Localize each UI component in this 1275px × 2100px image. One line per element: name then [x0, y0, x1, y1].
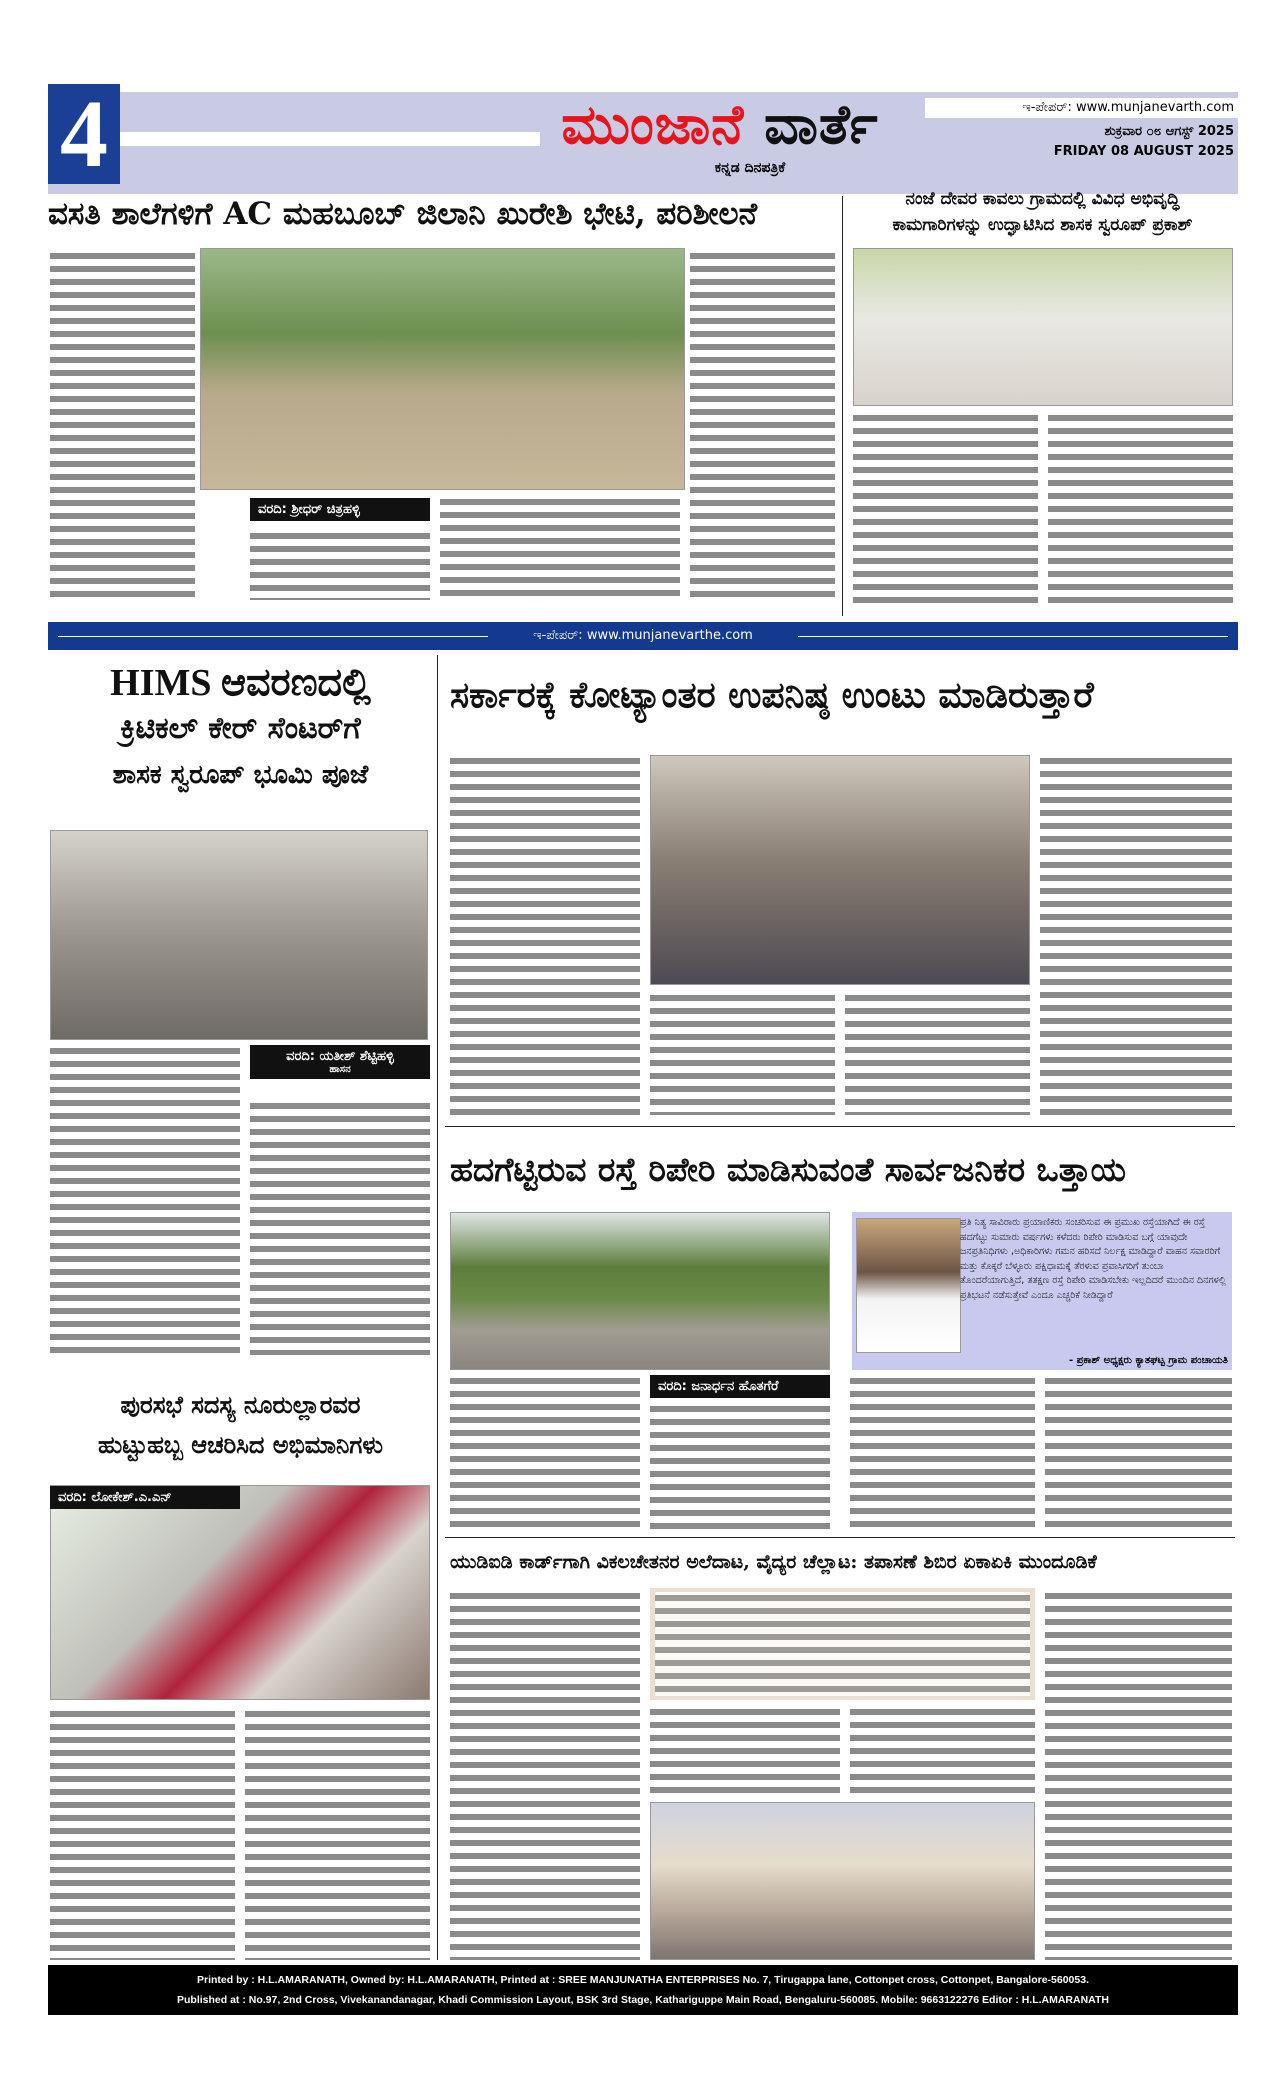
article-text: [650, 1403, 830, 1530]
article-text: [450, 755, 640, 1115]
section-divider: [445, 1537, 1235, 1538]
article-text: [450, 1590, 640, 1960]
headline-nanje: [850, 186, 1235, 238]
byline-place: ಹಾಸನ: [329, 1064, 351, 1075]
photo-birthday: [50, 1485, 430, 1700]
article-text: [1045, 1590, 1232, 1960]
newspaper-logo: [540, 92, 900, 158]
imprint-line: Printed by : H.L.AMARANATH, Owned by: H.L.AMARANATH, Printed at : SREE MANJUNATHA ENTERPRISES No. 7, Tirugappa lane, Cottonpet cross, Cottonpet, Bangalore-560053.: [197, 1974, 1089, 1986]
headline-line: ಶಾಸಕ ಸ್ವರೂಪ್ ಭೂಮಿ ಪೂಜೆ: [112, 760, 369, 790]
photo-prakash: [856, 1218, 961, 1353]
headline-hostel: ವಸತಿ ಶಾಲೆಗಳಿಗೆ AC ಮಹಬೂಬ್ ಜಿಲಾನಿ ಖುರೇಶಿ ಭೇಟಿ, ಪರಿಶೀಲನೆ: [48, 196, 758, 232]
imprint-footer: [48, 1965, 1238, 2015]
headline-sarkara: ಸರ್ಕಾರಕ್ಕೆ ಕೋಟ್ಯಾಂತರ ಉಪನಿಷ್ಠ ಉಂಟು ಮಾಡಿರುತ್ತಾರೆ: [450, 674, 1094, 716]
byline-hims: [250, 1045, 430, 1079]
headline-line: ಕ್ರಿಟಿಕಲ್ ಕೇರ್ ಸೆಂಟರ್‌ಗೆ: [120, 711, 361, 746]
masthead-divider: [120, 132, 540, 146]
byline-hostel: ವರದಿ: ಶ್ರೀಧರ್ ಚಿತ್ರಹಳ್ಳಿ: [250, 498, 430, 521]
headline-purasabhe: [48, 1385, 433, 1465]
issue-date: [925, 122, 1238, 162]
article-text: [853, 412, 1038, 607]
headline-road: ಹದಗೆಟ್ಟಿರುವ ರಸ್ತೆ ರಿಪೇರಿ ಮಾಡಿಸುವಂತೆ ಸಾರ್ವಜನಿಕರ ಒತ್ತಾಯ: [450, 1150, 1126, 1189]
article-text: [845, 992, 1030, 1115]
article-text: [250, 1100, 430, 1355]
article-text: [1040, 755, 1232, 1115]
headline-udid: ಯುಡಿಐಡಿ ಕಾರ್ಡ್‌ಗಾಗಿ ವಿಕಲಚೇತನರ ಅಲೆದಾಟ, ವೈದ್ಯರ ಚೆಲ್ಲಾಟ: ತಪಾಸಣೆ ಶಿಬಿರ ಏಕಾಏಕಿ ಮುಂದೂಡಿಕೆ: [450, 1551, 1097, 1573]
quote-text: ಪ್ರತಿ ನಿತ್ಯ ಸಾವಿರಾರು ಪ್ರಯಾಣಿಕರು ಸಂಚರಿಸುವ ಈ ಪ್ರಮುಖ ರಸ್ತೆಯಾಗಿದೆ ಈ ರಸ್ತೆ ಹದಗೆಟ್ಟು ಸುಮಾರು ವರ್ಷಗಳು ಕಳೆದರು ರಿಪೇರಿ ಮಾಡಿಸುವ ಬಗ್ಗೆ ಯಾವುದೇ ಜನಪ್ರತಿನಿಧಿಗಳು ,ಅಧಿಕಾರಿಗಳು ಗಮನ ಹರಿಸದೆ ನಿರ್ಲಕ್ಷ ಮಾಡಿದ್ದಾರೆ ವಾಹನ ಸವಾರರಿಗೆ ಮತ್ತು ಕೊಕ್ಕರೆ ಬೆಳ್ಳೂರು ಪಕ್ಷಿಧಾಮಕ್ಕೆ ತೆರಳುವ ಪ್ರವಾಸಿಗರಿಗೆ ತುಂಬಾ ತೊಂದರೆಯಾಗುತ್ತಿದೆ, ತತಕ್ಷಣ ರಸ್ತೆ ರಿಪೇರಿ ಮಾಡಿಸಬೇಕು ಇಲ್ಲದಿದರೆ ಮುಂದಿನ ದಿನಗಳಲ್ಲಿ ಪ್ರತಿಭಟನೆ ನಡೆಸುತ್ತೇವೆ ಎಂದೂ ಎಚ್ಚರಿಕೆ ನೀಡಿದ್ದಾರೆ: [960, 1217, 1226, 1301]
article-text: [50, 250, 195, 602]
newspaper-subtitle: ಕನ್ನಡ ದಿನಪತ್ರಿಕೆ: [714, 160, 786, 176]
page-number: 4: [48, 84, 120, 184]
byline-road: ವರದಿ: ಜನಾರ್ಧನ ಹೊತಗೆರೆ: [650, 1375, 830, 1398]
headline-line: HIMS ಆವರಣದಲ್ಲಿ: [110, 662, 371, 704]
article-text: [650, 992, 835, 1115]
article-text: [1045, 1375, 1232, 1530]
photo-sarkara: [650, 755, 1030, 985]
article-text: [50, 1708, 235, 1960]
logo-black: ವಾರ್ತೆ: [764, 93, 879, 156]
column-divider: [842, 196, 843, 616]
logo-red: ಮುಂಜಾನೆ: [561, 93, 745, 156]
article-text: [440, 496, 680, 600]
headline-line: ಹುಟ್ಟುಹಬ್ಬ ಆಚರಿಸಿದ ಅಭಿಮಾನಿಗಳು: [97, 1430, 383, 1459]
article-text: [850, 1375, 1035, 1530]
imprint-line: Published at : No.97, 2nd Cross, Vivekanandanagar, Khadi Commission Layout, BSK 3rd Stage, Kathariguppe Main Road, Bengaluru-560085. Mobile: 9663122276 Editor : H.L.AMARANATH: [177, 1994, 1109, 2006]
date-english: FRIDAY 08 AUGUST 2025: [1053, 144, 1234, 159]
photo-inauguration: [853, 248, 1233, 406]
article-text: [1048, 412, 1233, 607]
article-text: [650, 1706, 840, 1796]
column-divider: [437, 655, 438, 1960]
article-text: [450, 1375, 640, 1530]
headline-hims: [48, 660, 433, 798]
photo-udid-camp: [650, 1802, 1035, 1960]
date-kannada: ಶುಕ್ರವಾರ ೦೮ ಆಗಸ್ಟ್ 2025: [1104, 124, 1234, 139]
article-text: [850, 1706, 1035, 1796]
section-divider: [445, 1126, 1235, 1127]
quote-source: - ಪ್ರಕಾಶ್ ಅಧ್ಯಕ್ಷರು ಕ್ಯಾತಘಟ್ಟ ಗ್ರಾಮ ಪಂಚಾಯತಿ: [1068, 1355, 1228, 1366]
article-text: [250, 530, 430, 600]
article-text: [50, 1045, 240, 1355]
photo-hostel-visit: [200, 248, 685, 490]
byline-purasabhe: ವರದಿ: ಲೋಕೇಶ್.ಎ.ಎನ್: [50, 1486, 240, 1509]
epaper-link[interactable]: ಇ-ಪೇಪರ್: www.munjanevarth.com: [925, 98, 1238, 118]
photo-bhoomi-pooja: [50, 830, 428, 1040]
article-text: [655, 1592, 1030, 1696]
article-text: [245, 1708, 430, 1960]
headline-line: ಕಾಮಗಾರಿಗಳನ್ನು ಉದ್ಘಾಟಿಸಿದ ಶಾಸಕ ಸ್ವರೂಪ್ ಪ್ರಕಾಶ್: [892, 215, 1193, 235]
headline-line: ಪುರಸಭೆ ಸದಸ್ಯ ನೂರುಲ್ಲಾರವರ: [120, 1390, 361, 1419]
headline-line: ನಂಜೆ ದೇವರ ಕಾವಲು ಗ್ರಾಮದಲ್ಲಿ ವಿವಿಧ ಅಭಿವೃದ್ಧಿ: [905, 189, 1180, 209]
epaper-banner[interactable]: ಇ-ಪೇಪರ್: www.munjanevarthe.com: [48, 622, 1238, 650]
byline-name: ವರದಿ: ಯತೀಶ್ ಶೆಟ್ಟಿಹಳ್ಳಿ: [286, 1049, 394, 1064]
photo-damaged-road: [450, 1212, 830, 1370]
article-text: [690, 250, 835, 602]
